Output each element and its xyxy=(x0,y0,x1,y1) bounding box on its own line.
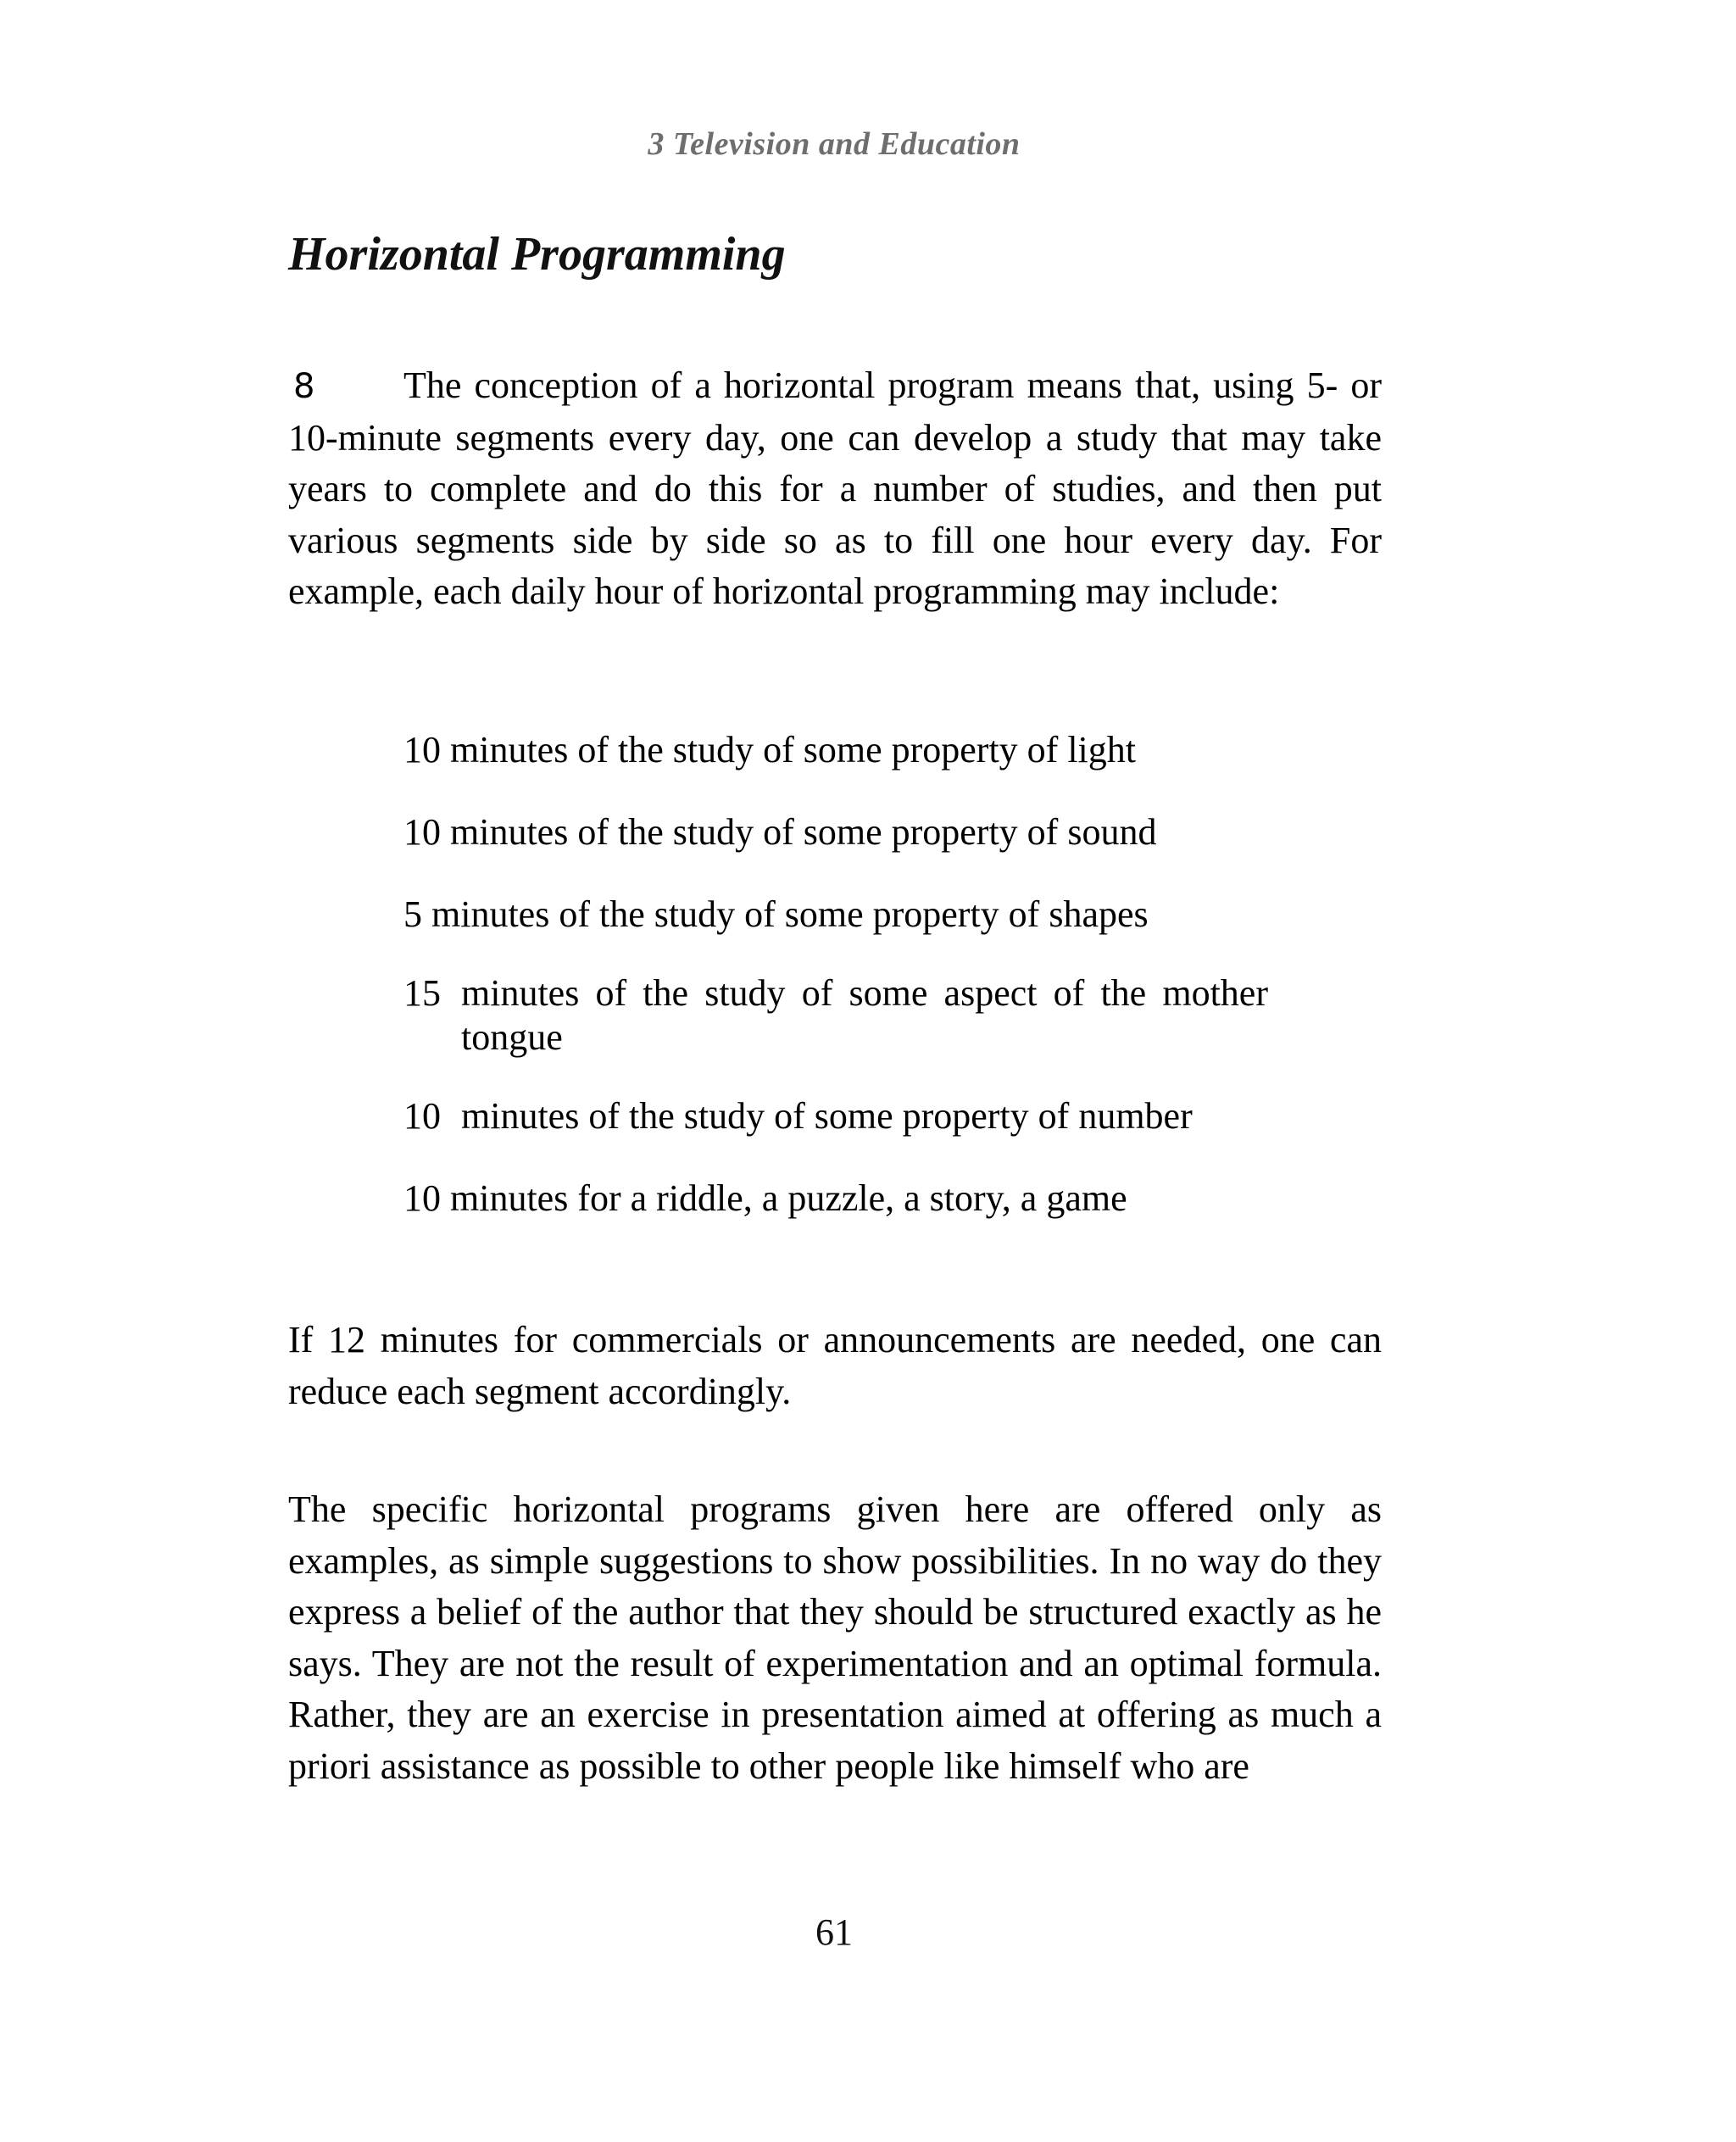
list-item xyxy=(403,971,1268,1060)
program-segment-list xyxy=(403,725,1268,1255)
page-number: 61 xyxy=(815,1911,853,1953)
list-item: 5 minutes of the study of some property of shapes xyxy=(403,893,1149,935)
section-title: Horizontal Programming xyxy=(288,228,786,281)
paragraph-1 xyxy=(288,360,1382,618)
list-item-number: 15 xyxy=(403,972,441,1014)
list-item: 10 minutes of the study of some property of light xyxy=(403,729,1136,771)
list-item-text: minutes of the study of some property of number xyxy=(461,1095,1193,1137)
list-item: 10 minutes for a riddle, a puzzle, a story, a game xyxy=(403,1177,1127,1219)
paragraph-3: The specific horizontal programs given here are offered only as examples, as simple suggestions to show possibilities. In no way do they express a belief of the author that they should be structured exactly as he says. They are not the result of experimentation and an optimal formula. Rather, they are an exercise in presentation aimed at offering as much a priori assistance as possible to other people like himself who are xyxy=(288,1488,1382,1787)
list-item-number: 10 xyxy=(403,1095,441,1137)
list-item: 10 minutes of the study of some property of sound xyxy=(403,811,1157,853)
running-header: 3 Television and Education xyxy=(648,126,1021,162)
paragraph-1-text: The conception of a horizontal program means that, using 5- or 10-minute segments every day, one can develop a study that may take years to complete and do this for a number of studies, and then put various segments side by side so as to fill one hour every day. For example, each daily hour of horizontal programming may include: xyxy=(288,364,1382,612)
paragraph-number: 8 xyxy=(293,367,315,406)
paragraph-2: If 12 minutes for commercials or announcements are needed, one can reduce each segment accordingly. xyxy=(288,1319,1382,1412)
list-item xyxy=(403,1094,1268,1138)
list-item-text: minutes of the study of some aspect of the mother tongue xyxy=(461,972,1268,1058)
